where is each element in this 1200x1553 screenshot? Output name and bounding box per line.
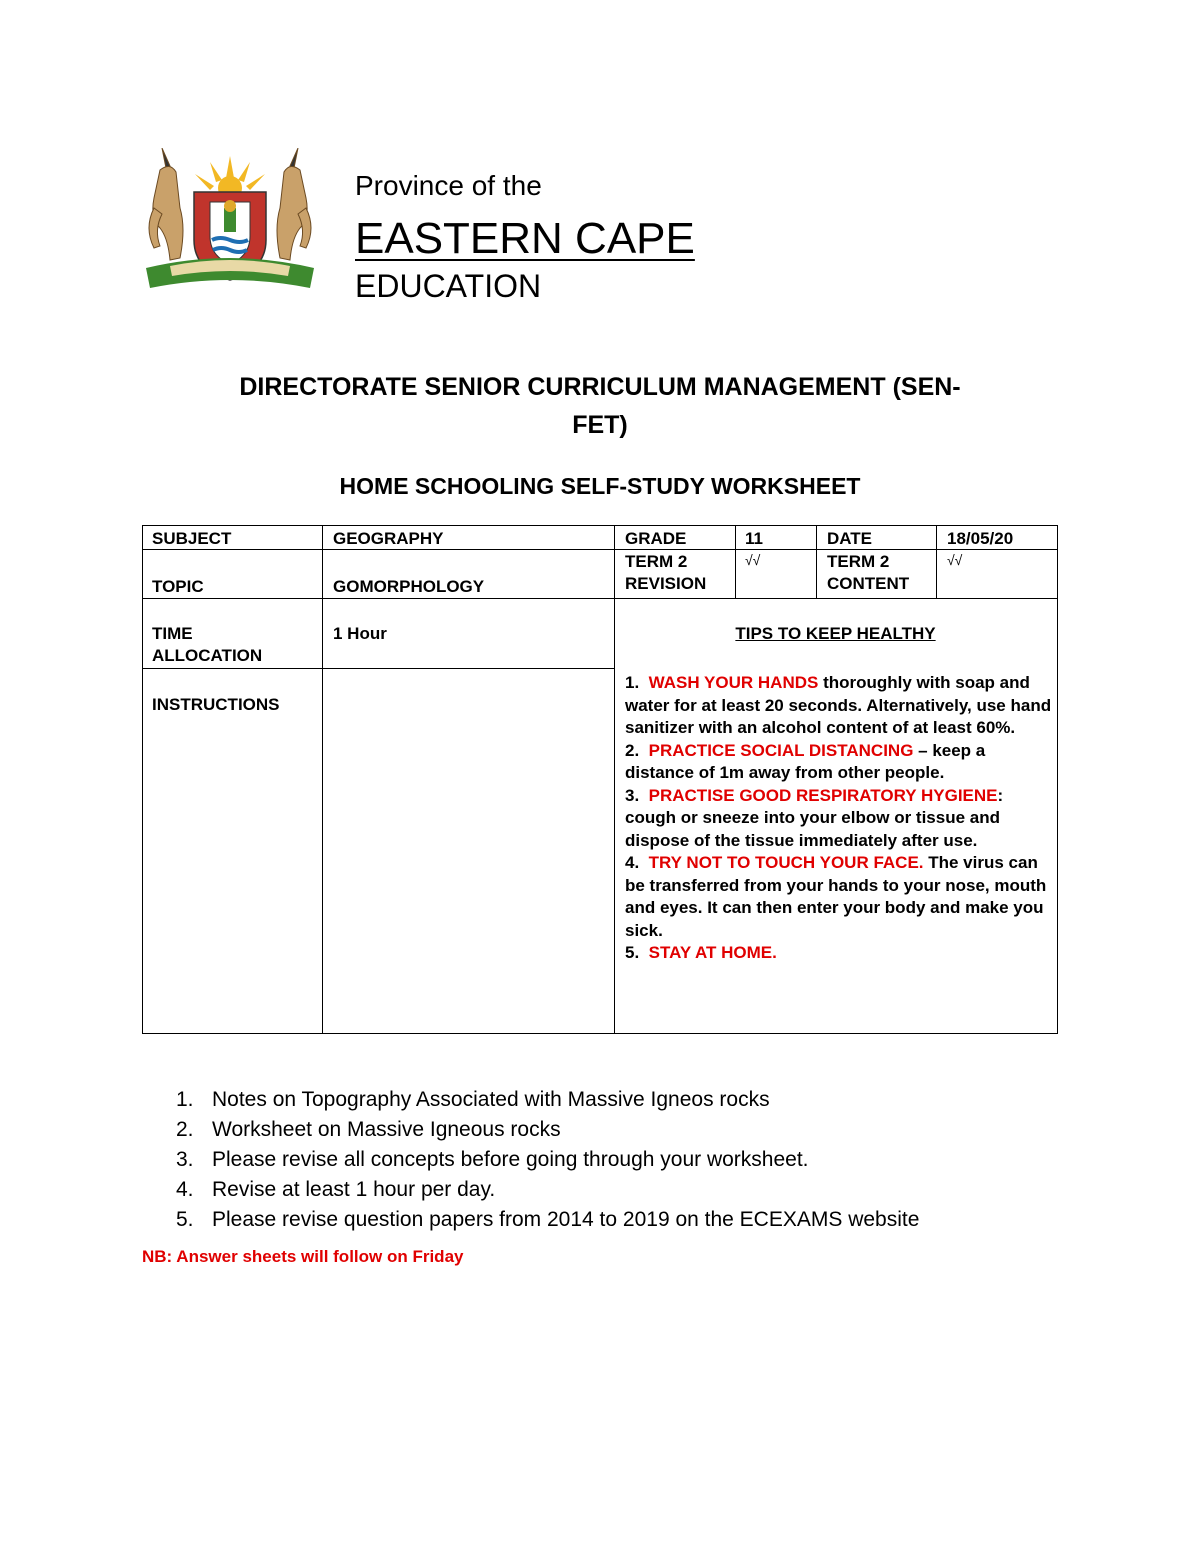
- list-item-text: Please revise all concepts before going through your worksheet.: [212, 1148, 809, 1171]
- list-item-number: 1.: [176, 1088, 194, 1111]
- topic-value: GOMORPHOLOGY: [333, 577, 485, 596]
- answer-sheet-note: NB: Answer sheets will follow on Friday: [142, 1247, 464, 1266]
- list-item: [176, 1115, 919, 1145]
- crest-left-antelope: [149, 148, 183, 260]
- term-content-line-2: CONTENT: [827, 574, 910, 593]
- tip-highlight: PRACTICE SOCIAL DISTANCING: [648, 740, 914, 760]
- table-border: [142, 549, 1058, 550]
- tip-text: : cough or sneeze into your elbow or tissue and dispose of the tissue immediately after use.: [625, 785, 1004, 850]
- header-province: Province of the: [355, 170, 542, 201]
- tip-number: 1.: [625, 673, 640, 692]
- list-item-text: Revise at least 1 hour per day.: [212, 1178, 496, 1201]
- time-allocation-line-2: ALLOCATION: [152, 646, 263, 665]
- coat-of-arms-logo: [140, 148, 320, 296]
- table-border: [936, 525, 937, 599]
- subject-label: SUBJECT: [152, 529, 232, 548]
- list-item-text: Worksheet on Massive Igneous rocks: [212, 1118, 561, 1141]
- list-item: [176, 1205, 919, 1235]
- crest-ribbon: [146, 258, 314, 288]
- table-border: [322, 525, 323, 1034]
- table-border: [142, 1033, 1058, 1034]
- term-revision-line-1: TERM 2: [625, 552, 688, 571]
- directorate-line-2: FET): [572, 411, 628, 439]
- term-revision-label: [625, 551, 706, 595]
- list-item-text: Please revise question papers from 2014 to 2019 on the ECEXAMS website: [212, 1208, 920, 1231]
- grade-label: GRADE: [625, 529, 687, 548]
- term-revision-check: √√: [745, 552, 761, 568]
- health-tips: [625, 672, 1055, 965]
- time-allocation-line-1: TIME: [152, 624, 193, 643]
- list-item: [176, 1145, 919, 1175]
- list-item-number: 2.: [176, 1118, 194, 1141]
- subject-value: GEOGRAPHY: [333, 529, 444, 548]
- tip-4: [625, 852, 1055, 942]
- tip-highlight: WASH YOUR HANDS: [648, 673, 819, 692]
- tip-number: 2.: [625, 740, 640, 760]
- tip-5: [625, 942, 1055, 965]
- table-border: [142, 525, 143, 1034]
- table-border: [142, 598, 1058, 599]
- time-allocation-value: 1 Hour: [333, 624, 387, 643]
- instructions-list: [176, 1085, 919, 1235]
- worksheet-title: HOME SCHOOLING SELF-STUDY WORKSHEET: [339, 473, 861, 499]
- tip-text: The virus can be transferred from your hands to your nose, mouth and eyes. It can then enter your body and make you sick.: [625, 853, 1047, 940]
- table-border: [142, 668, 614, 669]
- list-item-number: 5.: [176, 1208, 194, 1231]
- instructions-label: INSTRUCTIONS: [152, 695, 280, 714]
- topic-label: TOPIC: [152, 577, 204, 596]
- table-border: [816, 525, 817, 599]
- list-item-number: 4.: [176, 1178, 194, 1201]
- list-item-text: Notes on Topography Associated with Massive Igneos rocks: [212, 1088, 770, 1111]
- tip-3: [625, 785, 1055, 853]
- term-content-check: √√: [947, 552, 963, 568]
- directorate-title: [120, 368, 1080, 444]
- table-border: [614, 525, 615, 1034]
- header-department: EDUCATION: [355, 268, 542, 304]
- table-border: [1057, 525, 1058, 1034]
- tip-number: 4.: [625, 853, 640, 872]
- term-content-label: [827, 551, 909, 595]
- table-border: [142, 525, 1058, 526]
- date-value: 18/05/20: [947, 529, 1014, 548]
- tip-1: [625, 672, 1055, 740]
- tip-2: [625, 740, 1055, 785]
- term-revision-line-2: REVISION: [625, 574, 707, 593]
- tips-title: TIPS TO KEEP HEALTHY: [735, 624, 936, 643]
- tip-text: thoroughly with soap and water for at least 20 seconds. Alternatively, use hand sanitizer with an alcohol content of at least 60%.: [625, 673, 1052, 737]
- list-item: [176, 1175, 919, 1205]
- table-border: [735, 525, 736, 599]
- crest-right-antelope: [277, 148, 311, 260]
- tip-highlight: PRACTISE GOOD RESPIRATORY HYGIENE: [648, 785, 998, 805]
- tip-number: 5.: [625, 943, 640, 962]
- grade-value: 11: [745, 529, 763, 548]
- tip-highlight: TRY NOT TO TOUCH YOUR FACE.: [648, 853, 924, 872]
- tip-highlight: STAY AT HOME.: [648, 943, 777, 962]
- date-label: DATE: [827, 529, 873, 548]
- tip-text: – keep a distance of 1m away from other people.: [625, 740, 986, 782]
- list-item: [176, 1085, 919, 1115]
- tip-number: 3.: [625, 785, 640, 805]
- list-item-number: 3.: [176, 1148, 194, 1171]
- term-content-line-1: TERM 2: [827, 552, 890, 571]
- time-allocation-label: [152, 623, 262, 667]
- header-region: EASTERN CAPE: [355, 214, 695, 263]
- directorate-line-1: DIRECTORATE SENIOR CURRICULUM MANAGEMENT (SEN-: [239, 373, 961, 401]
